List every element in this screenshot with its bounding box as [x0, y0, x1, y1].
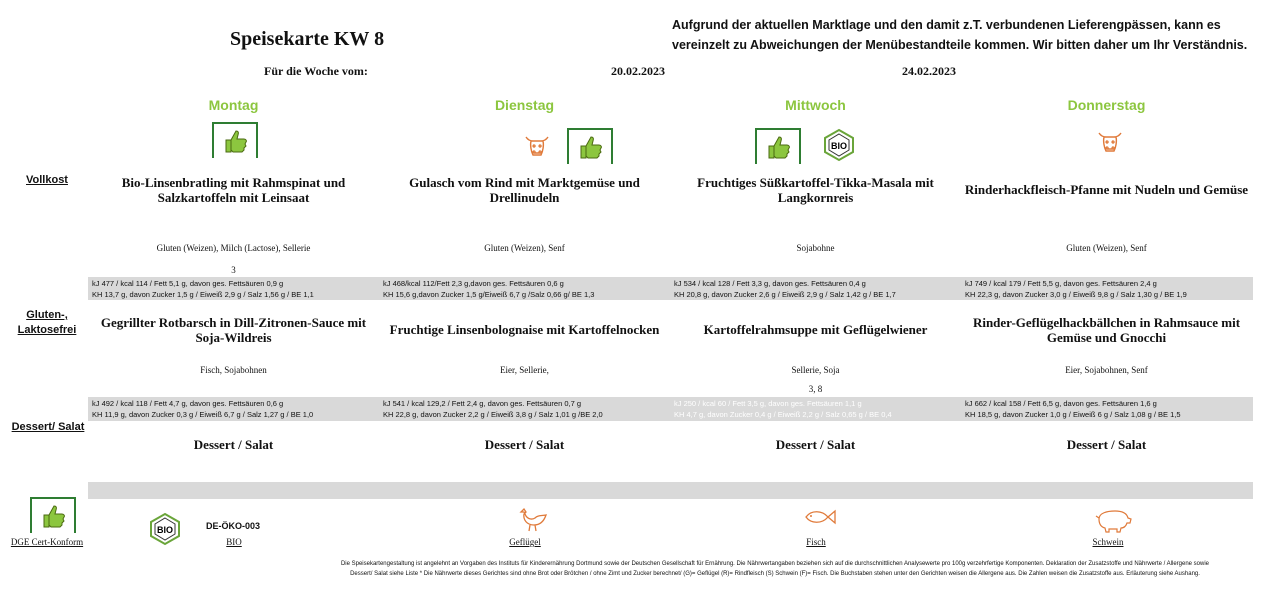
legend-fish: Fisch: [806, 537, 826, 547]
allergens-glutenfree: Eier, Sojabohnen, Senf: [1065, 365, 1148, 375]
nutrition-glutenfree: [379, 398, 668, 420]
dish-glutenfree: Gegrillter Rotbarsch in Dill-Zitronen-Sauce mit Soja-Wildreis: [100, 315, 367, 345]
legend-poultry: Geflügel: [509, 537, 541, 547]
nutrition-line: KH 20,8 g, davon Zucker 2,6 g / Eiweiß 2,9 g / Salz 1,42 g / BE 1,7: [674, 290, 896, 299]
week-label: Für die Woche vom:: [264, 64, 368, 78]
nutrition-vollkost: [670, 278, 959, 300]
day-donnerstag: Donnerstag: [1067, 97, 1146, 113]
allergens-glutenfree: Fisch, Sojabohnen: [200, 365, 267, 375]
nutrition-line: KH 11,9 g, davon Zucker 0,3 g / Eiweiß 6,7 g / Salz 1,27 g / BE 1,0: [92, 410, 314, 419]
dish-vollkost: Bio-Linsenbratling mit Rahmspinat und Salzkartoffeln mit Leinsaat: [121, 175, 346, 205]
dge-thumbs-up-icon: [755, 128, 801, 164]
allergens-vollkost: Sojabohne: [796, 243, 835, 253]
nutrition-line: kJ 492 / kcal 118 / Fett 4,7 g, davon ges. Fettsäuren 0,6 g: [92, 399, 284, 408]
dish-glutenfree: Rinder-Geflügelhackbällchen in Rahmsauce mit Gemüse und Gnocchi: [972, 315, 1241, 345]
dish-vollkost: Fruchtiges Süßkartoffel-Tikka-Masala mit Langkornreis: [697, 175, 934, 205]
allergens-vollkost: Gluten (Weizen), Senf: [1066, 243, 1147, 253]
category-dessert: Dessert/ Salat: [11, 421, 85, 433]
dish-dessert: Dessert / Salat: [484, 437, 565, 452]
nutrition-glutenfree: [88, 398, 377, 420]
dish-dessert: Dessert / Salat: [193, 437, 274, 452]
additives-vollkost: 3: [231, 265, 236, 275]
nutrition-glutenfree: [670, 398, 959, 420]
dish-glutenfree: Kartoffelrahmsuppe mit Geflügelwiener: [703, 322, 928, 337]
nutrition-line: KH 22,3 g, davon Zucker 3,0 g / Eiweiß 9,8 g / Salz 1,30 g / BE 1,9: [965, 290, 1187, 299]
nutrition-glutenfree: [961, 398, 1250, 420]
legend-dge: DGE Cert-Konform: [10, 537, 84, 547]
nutrition-line: KH 22,8 g, davon Zucker 2,2 g / Eiweiß 3,8 g / Salz 1,01 g /BE 2,0: [383, 410, 603, 419]
bio-logo-icon: [822, 128, 856, 162]
allergens-glutenfree: Eier, Sellerie,: [500, 365, 549, 375]
date-from: 20.02.2023: [611, 64, 665, 78]
day-mittwoch: Mittwoch: [785, 97, 846, 113]
footnote-line: Die Speisekartengestaltung ist angelehnt an Vorgaben des Instituts für Kinderernährung Dortmund sowie der Deutschen Gesellschaft für Ernährung. Die Nährwertangaben beziehen sich auf die durchschnittlichen Analysewerte pro 100g verzehrfertige Komponenten. Deklaration der Zusatzstoffe und Nährwerte / Allergene sowie: [340, 561, 1210, 567]
bio-logo-icon: [148, 512, 182, 546]
footnote-line: Dessert/ Salat siehe Liste * Die Nährwerte dieses Gerichtes sind ohne Brot oder Brötchen / ohne Zimt und Zucker berechnet/ (G)= Geflügel (R)= Rindfleisch (S) Schwein (F)= Fisch. Die Buchstaben stehen unter den Gerichten weisen die Allergene aus. Die Zahlen weisen die Zusatzstoffe aus. Erläuterung siehe Aushang.: [350, 571, 1200, 577]
nutrition-line: kJ 541 / kcal 129,2 / Fett 2,4 g, davon ges. Fettsäuren 0,7 g: [383, 399, 582, 408]
dish-vollkost: Gulasch vom Rind mit Marktgemüse und Drellinudeln: [409, 175, 640, 205]
additives-glutenfree: 3, 8: [808, 384, 823, 394]
nutrition-line: kJ 534 / kcal 128 / Fett 3,3 g, davon ges. Fettsäuren 0,4 g: [674, 279, 866, 288]
nutrition-vollkost: [88, 278, 377, 300]
beef-cow-icon: [1095, 127, 1125, 157]
nutrition-line: KH 4,7 g, davon Zucker 0,4 g / Eiweiß 2,2 g / Salz 0,65 g / BE 0,4: [674, 410, 892, 419]
chicken-icon: [515, 504, 551, 534]
pig-icon: [1093, 507, 1133, 533]
supply-notice: Aufgrund der aktuellen Marktlage und den damit z.T. verbundenen Lieferengpässen, kann es vereinzelt zu Abweichungen der Menübestandteile kommen. Wir bitten daher um Ihr Verständnis.: [672, 18, 1248, 52]
nutrition-line: KH 15,6 g,davon Zucker 1,5 g/Eiweiß 6,7 g /Salz 0,66 g/ BE 1,3: [383, 290, 595, 299]
dish-dessert: Dessert / Salat: [1066, 437, 1147, 452]
category-glutenfree: Gluten-, Laktosefrei: [17, 309, 77, 336]
day-montag: Montag: [208, 97, 259, 113]
beef-cow-icon: [522, 131, 552, 161]
dish-glutenfree: Fruchtige Linsenbolognaise mit Kartoffelnocken: [389, 322, 660, 337]
dge-thumbs-up-icon: [212, 122, 258, 158]
day-dienstag: Dienstag: [494, 97, 555, 113]
dish-dessert: Dessert / Salat: [775, 437, 856, 452]
nutrition-band-dessert: [88, 482, 1253, 499]
dish-vollkost: Rinderhackfleisch-Pfanne mit Nudeln und Gemüse: [964, 182, 1249, 197]
nutrition-vollkost: [379, 278, 668, 300]
allergens-vollkost: Gluten (Weizen), Milch (Lactose), Sellerie: [156, 243, 311, 253]
legend-pork: Schwein: [1092, 537, 1124, 547]
nutrition-line: kJ 468/kcal 112/Fett 2,3 g,davon ges. Fettsäuren 0,6 g: [383, 279, 564, 288]
bio-code: DE-ÖKO-003: [206, 521, 261, 531]
allergens-glutenfree: Sellerie, Soja: [791, 365, 840, 375]
nutrition-line: kJ 749 / kcal 179 / Fett 5,5 g, davon ges. Fettsäuren 2,4 g: [965, 279, 1157, 288]
nutrition-line: KH 18,5 g, davon Zucker 1,0 g / Eiweiß 6 g / Salz 1,08 g / BE 1,5: [965, 410, 1181, 419]
fish-icon: [803, 507, 837, 527]
allergens-vollkost: Gluten (Weizen), Senf: [484, 243, 565, 253]
dge-thumbs-up-icon: [567, 128, 613, 164]
nutrition-line: kJ 250 / kcal 60 / Fett 3,5 g, davon ges. Fettsäuren 1,1 g: [674, 399, 862, 408]
nutrition-line: KH 13,7 g, davon Zucker 1,5 g / Eiweiß 2,9 g / Salz 1,56 g / BE 1,1: [92, 290, 314, 299]
page-title: Speisekarte KW 8: [230, 28, 385, 50]
dge-thumbs-up-icon: [30, 497, 76, 533]
legend-bio: BIO: [226, 537, 242, 547]
date-to: 24.02.2023: [902, 64, 956, 78]
category-vollkost: Vollkost: [26, 174, 68, 186]
footnote: [290, 559, 1260, 579]
nutrition-line: kJ 662 / kcal 158 / Fett 6,5 g, davon ges. Fettsäuren 1,6 g: [965, 399, 1157, 408]
nutrition-line: kJ 477 / kcal 114 / Fett 5,1 g, davon ges. Fettsäuren 0,9 g: [92, 279, 284, 288]
nutrition-vollkost: [961, 278, 1250, 300]
